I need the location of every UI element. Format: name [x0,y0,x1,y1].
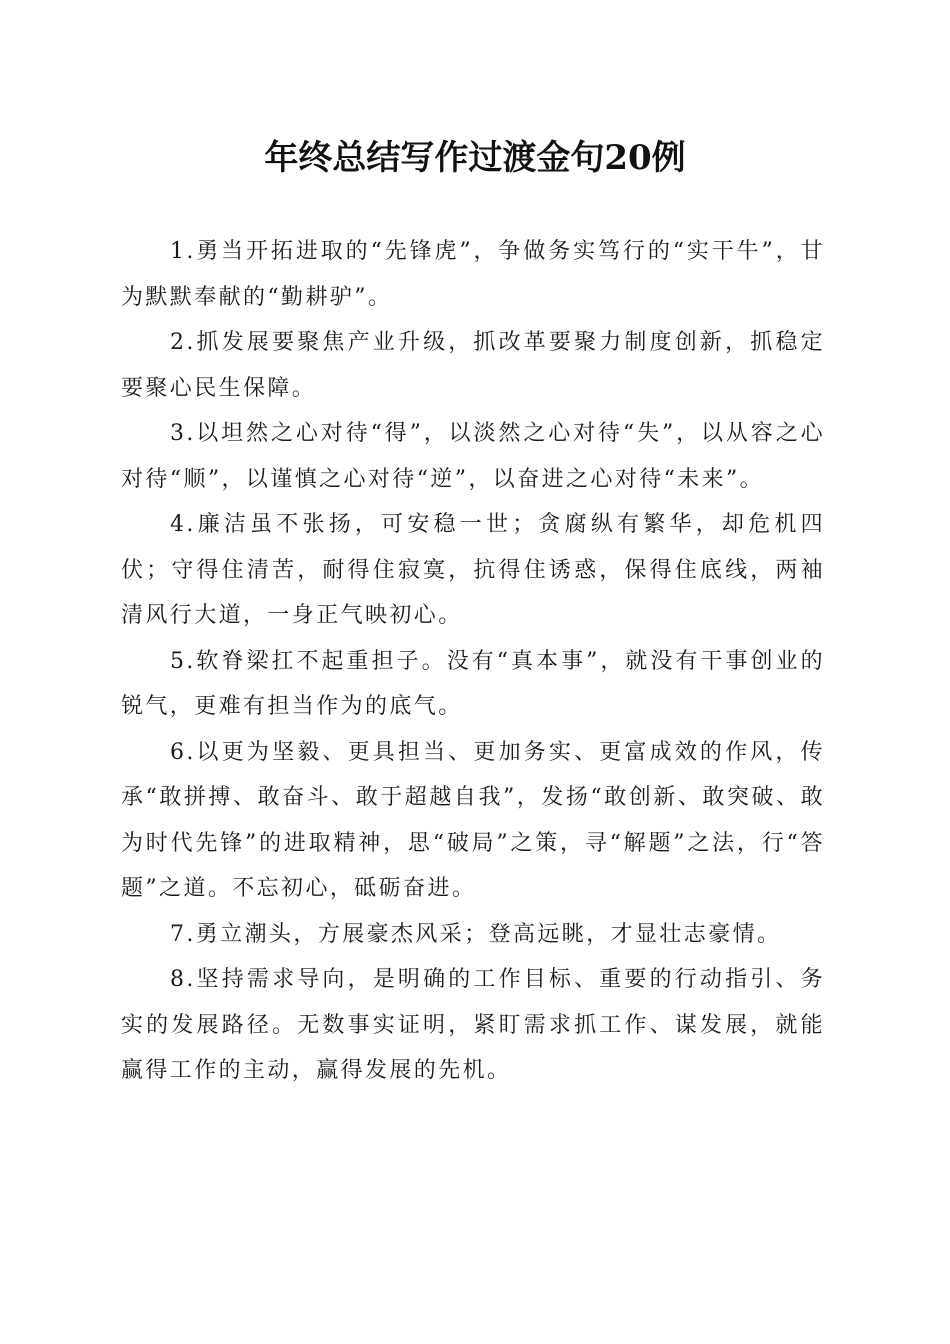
document-body [121,229,825,1094]
paragraph-8: 8.坚持需求导向，是明确的工作目标、重要的行动指引、务实的发展路径。无数事实证明，紧盯需求抓工作、谋发展，就能赢得工作的主动，赢得发展的先机。 [121,967,825,1083]
paragraph-5: 5.软脊梁扛不起重担子。没有“真本事”，就没有干事创业的锐气，更难有担当作为的底气。 [121,648,825,719]
paragraph-7: 7.勇立潮头，方展豪杰风采；登高远眺，才显壮志豪情。 [170,921,782,947]
paragraph-2: 2.抓发展要聚焦产业升级，抓改革要聚力制度创新，抓稳定要聚心民生保障。 [121,330,825,401]
paragraph-1: 1.勇当开拓进取的“先锋虎”，争做务实笃行的“实干牛”，甘为默默奉献的“勤耕驴”。 [121,239,825,310]
paragraph-4: 4.廉洁虽不张扬，可安稳一世；贪腐纵有繁华，却危机四伏；守得住清苦，耐得住寂寞，抗得住诱惑，保得住底线，两袖清风行大道，一身正气映初心。 [121,512,825,628]
document-title: 年终总结写作过渡金句20例 [264,138,686,178]
paragraph-6: 6.以更为坚毅、更具担当、更加务实、更富成效的作风，传承“敢拼搏、敢奋斗、敢于超越自我”，发扬“敢创新、敢突破、敢为时代先锋”的进取精神，思“破局”之策，寻“解题”之法，行“答题”之道。不忘初心，砥砺奋进。 [121,739,825,901]
paragraph-3: 3.以坦然之心对待“得”，以淡然之心对待“失”，以从容之心对待“顺”，以谨慎之心对待“逆”，以奋进之心对待“未来”。 [121,421,825,492]
